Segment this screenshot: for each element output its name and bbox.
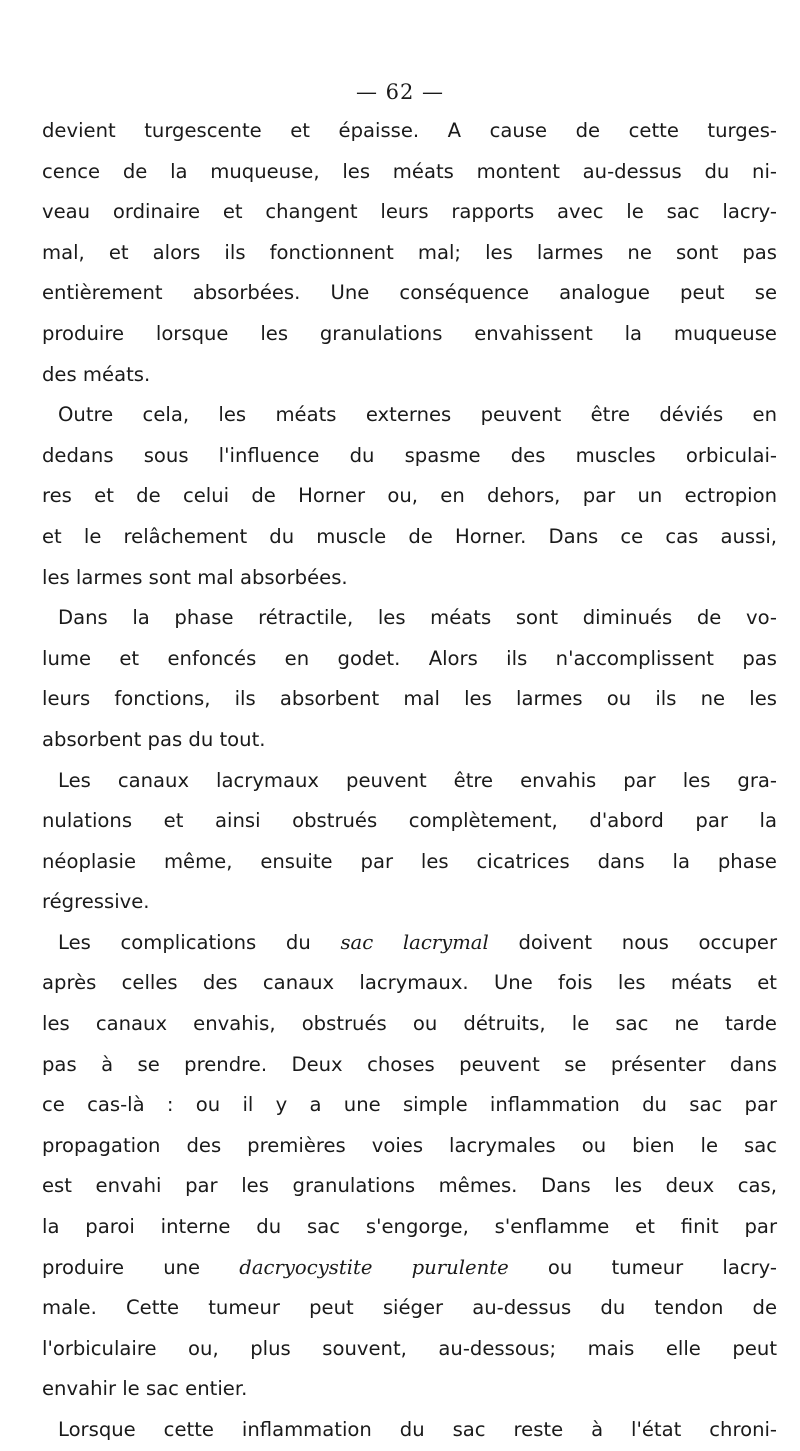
- text-line: régressive.: [42, 890, 150, 914]
- text-line: mal, et alors ils fonctionnent mal; les larmes ne sont pas: [42, 240, 777, 264]
- text-line: l'orbiculaire ou, plus souvent, au-dessous; mais elle peut: [42, 1336, 777, 1360]
- text-line: la paroi interne du sac s'engorge, s'enflamme et finit par: [42, 1215, 777, 1239]
- text-line: après celles des canaux lacrymaux. Une fois les méats et: [42, 971, 777, 995]
- text-line: leurs fonctions, ils absorbent mal les larmes ou ils ne les: [42, 687, 777, 711]
- text-line: et le relâchement du muscle de Horner. Dans ce cas aussi,: [42, 524, 777, 548]
- text-segment: doivent nous occuper: [488, 930, 777, 954]
- text-line: Lorsque cette inflammation du sac reste à l'état chroni-: [58, 1418, 777, 1441]
- text-line: nulations et ainsi obstrués complètement, d'abord par la: [42, 809, 777, 833]
- text-line: lume et enfoncés en godet. Alors ils n'accomplissent pas: [42, 646, 777, 670]
- text-line: dedans sous l'influence du spasme des muscles orbiculai-: [42, 443, 777, 467]
- italic-term: sac lacrymal: [340, 930, 489, 954]
- text-line: devient turgescente et épaisse. A cause de cette turges-: [42, 119, 777, 142]
- text-line: envahir le sac entier.: [42, 1377, 248, 1401]
- body-text: [42, 111, 777, 1451]
- text-line: [42, 1248, 777, 1289]
- text-line: est envahi par les granulations mêmes. Dans les deux cas,: [42, 1174, 777, 1198]
- text-line: res et de celui de Horner ou, en dehors, par un ectropion: [42, 484, 777, 508]
- italic-term: dacryocystite purulente: [239, 1255, 509, 1279]
- text-line: absorbent pas du tout.: [42, 727, 266, 751]
- page-number: — 62 —: [355, 80, 445, 104]
- text-line: ce cas-là : ou il y a une simple inflammation du sac par: [42, 1093, 777, 1117]
- text-line: Outre cela, les méats externes peuvent être déviés en: [58, 403, 777, 427]
- text-line: propagation des premières voies lacrymales ou bien le sac: [42, 1133, 777, 1157]
- text-line: male. Cette tumeur peut siéger au-dessus du tendon de: [42, 1296, 777, 1320]
- text-line: [42, 923, 777, 964]
- text-line: entièrement absorbées. Une conséquence analogue peut se: [42, 281, 777, 305]
- text-line: les larmes sont mal absorbées.: [42, 565, 348, 589]
- text-line: cence de la muqueuse, les méats montent au-dessus du ni-: [42, 159, 777, 183]
- text-line: les canaux envahis, obstrués ou détruits, le sac ne tarde: [42, 1012, 777, 1036]
- text-segment: ou tumeur lacry-: [508, 1255, 777, 1279]
- text-line: Dans la phase rétractile, les méats sont diminués de vo-: [58, 606, 777, 630]
- text-line: Les canaux lacrymaux peuvent être envahis par les gra-: [58, 768, 777, 792]
- text-line: produire lorsque les granulations envahissent la muqueuse: [42, 321, 777, 345]
- text-line: néoplasie même, ensuite par les cicatrices dans la phase: [42, 849, 777, 873]
- text-segment: produire une: [42, 1255, 240, 1279]
- text-line: veau ordinaire et changent leurs rapports avec le sac lacry-: [42, 200, 777, 224]
- text-line: des méats.: [42, 362, 151, 386]
- text-line: pas à se prendre. Deux choses peuvent se présenter dans: [42, 1052, 777, 1076]
- text-segment: Les complications du: [58, 930, 341, 954]
